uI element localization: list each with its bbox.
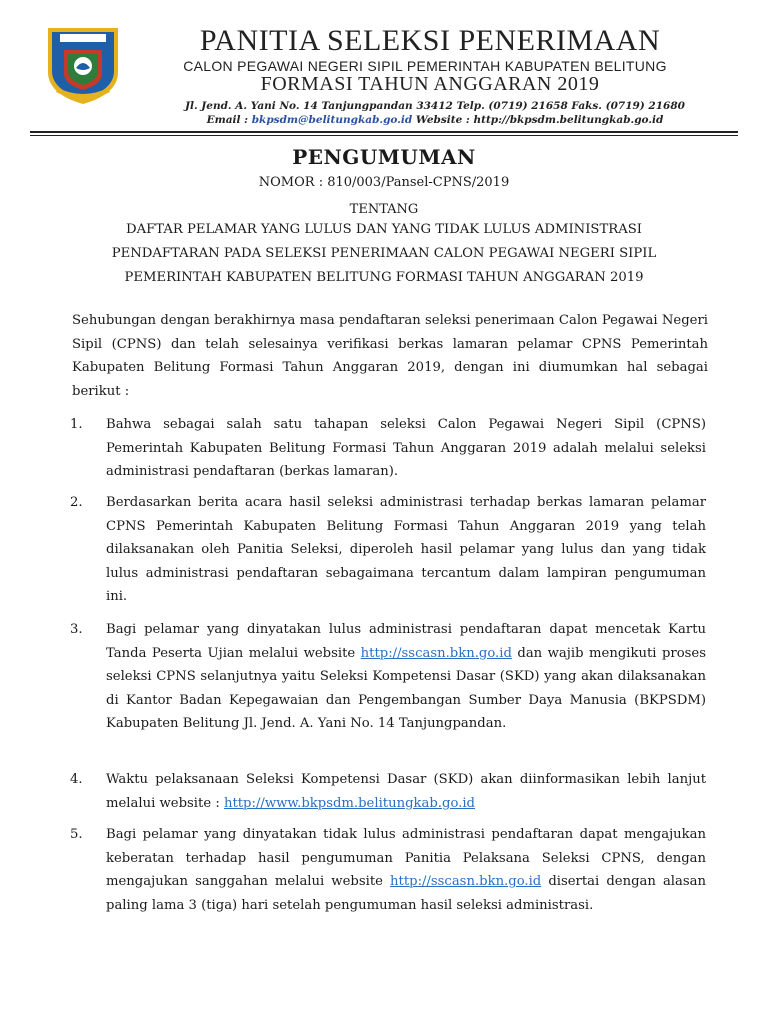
item-text	[106, 768, 706, 815]
item-text-before: Waktu pelaksanaan Seleksi Kompetensi Dasar (SKD) akan diinformasikan lebih lanjut melalui website :	[106, 772, 706, 811]
letterhead-subtitle: CALON PEGAWAI NEGERI SIPIL PEMERINTAH KABUPATEN BELITUNG	[183, 58, 667, 74]
email-label: Email :	[206, 114, 249, 126]
item-number: 3.	[70, 622, 83, 637]
item-text: Bahwa sebagai salah satu tahapan seleksi Calon Pegawai Negeri Sipil (CPNS) Pemerintah Kabupaten Belitung Formasi Tahun Anggaran 2019 adalah melalui seleksi administrasi pendaftaran (berkas lamaran).	[106, 417, 706, 479]
bkpsdm-link[interactable]: http://www.bkpsdm.belitungkab.go.id	[223, 795, 475, 811]
letterhead-formation: FORMASI TAHUN ANGGARAN 2019	[260, 73, 600, 95]
announcement-number: NOMOR : 810/003/Pansel-CPNS/2019	[258, 175, 510, 190]
item-text: Berdasarkan berita acara hasil seleksi administrasi terhadap berkas lamaran pelamar CPNS Pemerintah Kabupaten Belitung Formasi Tahun Anggaran 2019 yang telah dilaksanakan oleh Panitia Seleksi, diperoleh hasil pelamar yang lulus dan yang tidak lulus administrasi pendaftaran sebagaimana tercantum dalam lampiran pengumuman ini.	[106, 495, 706, 604]
item-text-after: dan wajib mengikuti proses seleksi CPNS selanjutnya yaitu Seleksi Kompetensi Dasar (SKD) yang akan dilaksanakan di Kantor Badan Kepegawaian dan Pengembangan Sumber Daya Manusia (BKPSDM) Kabupaten Belitung Jl. Jend. A. Yani No. 14 Tanjungpandan.	[106, 645, 706, 731]
header-rule-thick	[30, 131, 738, 133]
sscasn-link[interactable]: http://sscasn.bkn.go.id	[360, 645, 512, 661]
website-label: Website : http://bkpsdm.belitungkab.go.id	[415, 114, 664, 126]
subject-line: PENDAFTARAN PADA SELEKSI PENERIMAAN CALON PEGAWAI NEGERI SIPIL	[111, 246, 657, 261]
item-text-before: Bagi pelamar yang dinyatakan tidak lulus administrasi pendaftaran dapat mengajukan keberatan terhadap hasil pengumuman Panitia Pelaksana Seleksi CPNS, dengan mengajukan sanggahan melalui website	[106, 827, 706, 889]
item-number: 2.	[70, 495, 83, 510]
coat-of-arms-icon	[42, 22, 124, 106]
item-number: 1.	[70, 417, 83, 432]
subject-line: PEMERINTAH KABUPATEN BELITUNG FORMASI TAHUN ANGGARAN 2019	[124, 270, 644, 285]
letterhead-address: Jl. Jend. A. Yani No. 14 Tanjungpandan 33412 Telp. (0719) 21658 Faks. (0719) 21680	[185, 100, 685, 112]
announcement-tentang: TENTANG	[349, 202, 419, 217]
email-link[interactable]: bkpsdm@belitungkab.go.id	[251, 114, 413, 126]
letterhead-contact	[150, 114, 720, 126]
intro-paragraph: Sehubungan dengan berakhirnya masa pendaftaran seleksi penerimaan Calon Pegawai Negeri Sipil (CPNS) dan telah selesainya verifikasi berkas lamaran pelamar CPNS Pemerintah Kabupaten Belitung Formasi Tahun Anggaran 2019, dengan ini diumumkan hal sebagai berikut :	[72, 313, 708, 399]
letterhead-title: PANITIA SELEKSI PENERIMAAN	[199, 24, 661, 57]
sscasn-link[interactable]: http://sscasn.bkn.go.id	[390, 874, 542, 889]
announcement-subject	[60, 218, 708, 290]
announcement-title: PENGUMUMAN	[292, 145, 476, 169]
item-text-after: disertai dengan alasan paling lama 3 (tiga) hari setelah pengumuman hasil seleksi administrasi.	[106, 874, 707, 913]
item-text-before: Bagi pelamar yang dinyatakan lulus administrasi pendaftaran dapat mencetak Kartu Tanda Peserta Ujian melalui website	[106, 622, 706, 661]
header-rule-thin	[30, 135, 738, 136]
subject-line: DAFTAR PELAMAR YANG LULUS DAN YANG TIDAK LULUS ADMINISTRASI	[126, 222, 642, 237]
item-text	[106, 823, 706, 917]
item-number: 4.	[70, 772, 83, 787]
item-number: 5.	[70, 827, 83, 842]
item-text	[106, 618, 706, 736]
